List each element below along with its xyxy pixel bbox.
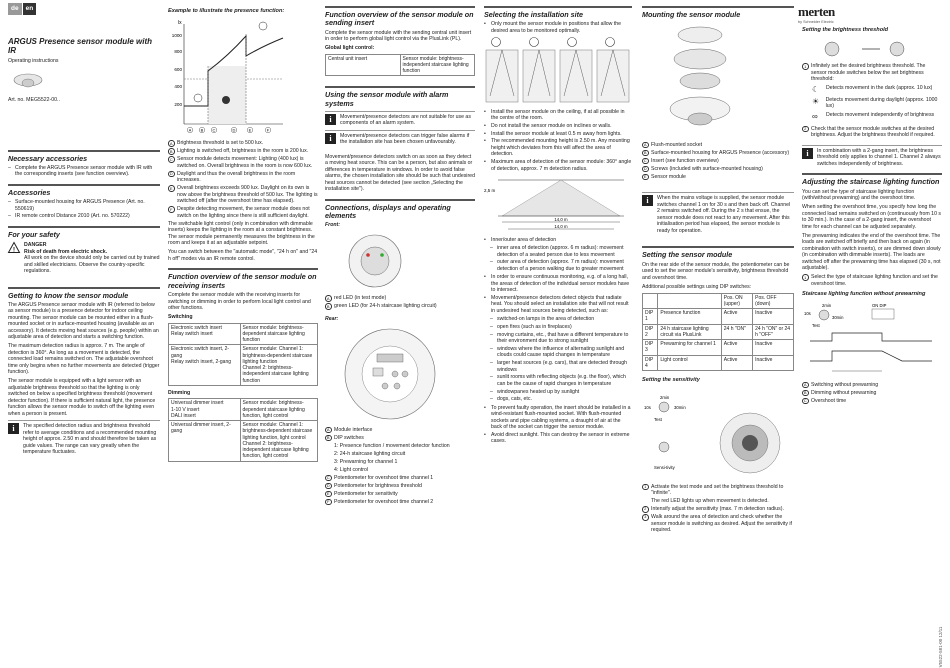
chart-marker: F <box>266 127 270 133</box>
function-overview-sending-heading: Function overview of the sensor module on sending insert <box>325 10 474 28</box>
legend-item: 1 Select the type of staircase lighting function and set the overshoot time. <box>802 274 942 287</box>
column-3 <box>325 0 475 633</box>
document-number: V5522-581-00 12/11 <box>938 627 944 668</box>
column-5 <box>642 0 794 633</box>
list-item: – open fires (such as in fireplaces) <box>490 324 632 331</box>
rear-label: Rear: <box>325 315 339 322</box>
legend-item: The red LED lights up when movement is detected. <box>651 498 769 505</box>
legend-item: B Surface-mounted housing for ARGUS Presence (accessory) <box>643 149 790 156</box>
accessories-heading: Accessories <box>8 187 51 197</box>
callout-marker: C <box>326 475 330 481</box>
info-icon: i <box>325 133 336 144</box>
without-prewarning-heading: Staircase lighting function without prewarning <box>802 291 926 298</box>
list-item: – sunlit rooms with reflecting objects (e.g. the floor), which can be the cause of rapid changes in temperature <box>490 374 632 387</box>
paragraph: Additional possible settings using DIP switches: <box>642 283 752 290</box>
callout-marker: 1 <box>802 274 809 281</box>
legend-item: B Dimming without prewarning <box>803 389 877 396</box>
lang-tab-de[interactable]: de <box>8 3 22 15</box>
safety-heading: For your safety <box>8 229 60 239</box>
callout-marker: A <box>803 381 807 387</box>
sun-icon: ☀ <box>812 96 820 106</box>
chart-marker: D <box>232 127 236 133</box>
mounting-figure <box>642 21 792 139</box>
danger-detail: All work on the device should only be carried out by trained and skilled electricians. Observe the country-specific regulations. <box>24 255 160 275</box>
legend-item: 1 Activate the test mode and set the brightness threshold to "infinite". <box>642 484 794 497</box>
legend-item: A Switching without prewarning <box>803 381 879 388</box>
dip-switch-block <box>872 309 894 319</box>
y-tick: 400 <box>174 83 182 89</box>
info-icon: i <box>325 114 336 125</box>
lang-tab-en[interactable]: en <box>23 3 37 15</box>
info-note: i In combination with a 2-gang insert, the brightness threshold only applies to channel 1. Channel 2 always switches independently of brightness. <box>802 145 942 168</box>
danger-text: Risk of death from electric shock. <box>24 248 108 255</box>
list-item: • The recommended mounting height is 2.50 m. Any mounting height which deviates from this will affect the area of detection. <box>484 138 632 158</box>
list-item: – dogs, cats, etc. <box>490 396 632 403</box>
y-tick: 800 <box>174 48 182 54</box>
lighting-area <box>208 66 246 124</box>
svg-text:2min: 2min <box>822 303 832 309</box>
legend-item: 2 Check that the sensor module switches at the desired brightness. Adjust the brightness threshold if required. <box>802 126 942 139</box>
callout-marker: C <box>803 397 807 403</box>
paragraph: You can set the type of staircase lighting function (with/without prewarning) and the overshoot time. <box>802 188 916 202</box>
setting-heading: Setting the sensor module <box>642 250 733 260</box>
necessary-accessories-heading: Necessary accessories <box>8 153 88 163</box>
front-view-figure <box>335 231 425 293</box>
callout-marker: 3 <box>642 514 649 521</box>
legend-item: F Potentiometer for overshoot time channel 2 <box>325 499 475 506</box>
callout-marker: E <box>326 491 330 497</box>
accessory-item: – IR remote control Distance 2010 (Art. no. 570222) <box>8 213 160 220</box>
callout-marker: D <box>169 171 173 177</box>
callout-marker: B <box>326 435 330 441</box>
legend-item: D Daylight and thus the overall brightness in the room increases. <box>169 170 296 184</box>
danger-block <box>8 242 160 275</box>
doc-subtitle: Operating instructions <box>8 57 59 64</box>
paragraph: The switchable light control (only in combination with dimmable inserts) keeps the lighting in the room at a constant brightness. The sensor module permanently measures the brightness in the room and keeps it at an adjustable setpoint. <box>168 220 315 247</box>
brand-name: merten <box>798 4 835 19</box>
potentiometer-knob <box>394 383 400 389</box>
sensitivity-figure <box>642 385 792 481</box>
svg-text:2min: 2min <box>660 395 670 401</box>
svg-text:10s: 10s <box>644 405 651 411</box>
lamp-off-icon <box>194 94 202 102</box>
list-item: – outer area of detection (approx. 7 m radius): movement detection of a person walking due to greater movement <box>490 259 632 272</box>
chart-marker: E <box>248 127 252 133</box>
callout-marker: A <box>169 140 173 146</box>
width-label: 14,0 m <box>554 217 568 223</box>
table-row: DIP 1 Presence function Active Inactive <box>643 309 794 325</box>
callout-marker: A <box>326 427 330 433</box>
legend-item: C Overshoot time <box>803 397 847 404</box>
installation-examples-figure <box>484 36 632 106</box>
list-item: – inner area of detection (approx. 6 m radius): movement detection of a seated person due to less movement <box>490 245 632 258</box>
necessary-accessories-item: – Complete the ARGUS Presence sensor module with IR with the corresponding inserts (see function overview). <box>8 165 160 178</box>
article-number: Art. no. MEG5522-00.. <box>8 97 60 103</box>
callout-marker: D <box>643 166 647 172</box>
legend-item: 3: Prewarning for channel 1 <box>334 458 398 465</box>
moon-icon: ☾ <box>812 84 820 94</box>
column-6 <box>798 0 944 668</box>
list-item: • To prevent faulty operation, the insert should be installed in a wind-resistant flush-mounted socket. With flush-mounted sockets and pipe cabling systems, a draught of air at the back of the socket can trigger the sensor module. <box>484 405 632 431</box>
list-item: – larger heat sources (e.g. cars), that are detected through windows <box>490 360 632 373</box>
table-row: DIP 2 24 h staircase lighting circuit via PlusLink 24 h "ON" 24 h "ON" or 24 h "OFF" <box>643 324 794 340</box>
presence-function-chart <box>168 16 318 136</box>
legend-item: D Potentiometer for brightness threshold <box>326 482 422 489</box>
installation-site-heading: Selecting the installation site <box>484 10 584 19</box>
table-row: DIP 3 Prewarning for channel 1 Active Inactive <box>643 340 794 356</box>
info-icon: i <box>8 423 19 434</box>
accessory-item: – Surface-mounted housing for ARGUS Presence (Art. no. 550619) <box>8 199 160 212</box>
warning-triangle-icon <box>8 242 20 253</box>
chart-marker: C <box>212 127 216 133</box>
info-note: i When the mains voltage is supplied, the sensor module switches channel 1 on for 30 s and then back off. Channel 2 remains switched off. During the 2 s that ensue, the sensor module does not react to any movement. After this initialisation period has elapsed, the sensor module is ready for operation. <box>642 192 794 234</box>
dip-switches <box>373 368 383 376</box>
paragraph: Complete the sensor module with the receiving inserts for switching or dimming in order to perform local light control and other functions. <box>168 292 311 312</box>
legend-item: A Brightness threshold is set to 500 lux. <box>169 140 264 147</box>
paragraph: The ARGUS Presence sensor module with IR (referred to below as sensor module) is a presence detector for indoor ceiling mounting. The sensor module can be mounted either in a flush-mounted socket or in surface-mounted housing (available as an accessory). It detects moving heat sources (e.g. people) within an adjustable area of detection and starts a switching function. <box>8 301 159 341</box>
brightness-symbols: ☾ Detects movement in the dark (approx. 10 lux) ☀ Detects movement during daylight (approx. 1000 lux) ∞ Detects movement independently of brightness <box>812 84 938 121</box>
chart-marker: A <box>188 127 192 133</box>
svg-text:30min: 30min <box>674 405 686 411</box>
sun-icon <box>259 22 267 30</box>
list-item: – windowpanes heated up by sunlight <box>490 389 632 396</box>
callout-marker: B <box>326 303 330 309</box>
danger-label: DANGER <box>24 242 47 249</box>
callout-marker: B <box>169 148 173 154</box>
chart-ylabel: lx <box>178 19 182 26</box>
legend-item: A Flush-mounted socket <box>643 141 703 148</box>
mounting-heading: Mounting the sensor module <box>642 10 741 19</box>
getting-to-know-heading: Getting to know the sensor module <box>8 290 129 300</box>
info-icon: i <box>642 195 653 206</box>
callout-marker: B <box>643 150 647 156</box>
rear-view-figure <box>335 324 445 424</box>
list-item: • Install the sensor module on the ceiling, if at all possible in the centre of the room. <box>484 109 632 122</box>
staircase-heading: Adjusting the staircase lighting function <box>802 177 940 187</box>
list-item: • Inner/outer area of detection <box>484 237 632 244</box>
paragraph: Complete the sensor module with the sending central unit insert in order to perform global light control via the PlusLink (PL). <box>325 29 472 43</box>
list-item: • Movement/presence detectors detect objects that radiate heat. You should select an installation site that will not result in undesired heat sources being detected, such as: <box>484 295 632 315</box>
legend-item: 4: Light control <box>334 466 369 473</box>
callout-marker: A <box>643 142 647 148</box>
callout-marker: E <box>169 185 173 191</box>
lamp-on-icon <box>222 96 230 104</box>
legend-item: A red LED (in test mode) <box>326 295 387 302</box>
legend-item: A Module interface <box>326 426 373 433</box>
sensitivity-heading: Setting the sensitivity <box>642 377 700 384</box>
legend-item: D Screws (included with surface-mounted housing) <box>643 165 763 172</box>
module-interface <box>377 354 403 362</box>
list-item: • Do not install the sensor module on inclines or walls. <box>484 123 632 130</box>
column-2 <box>168 0 318 633</box>
legend-item: 2: 24-h staircase lighting circuit <box>334 450 406 457</box>
green-led-icon <box>380 253 384 257</box>
callout-marker: F <box>168 206 175 213</box>
callout-marker: D <box>326 483 330 489</box>
list-item: – windows where the influence of alternating sunlight and clouds could cause rapid changes in temperature <box>490 346 632 359</box>
legend-item: 1 Infinitely set the desired brightness threshold. The sensor module switches below the set brightness threshold: <box>802 63 942 83</box>
potentiometer-knob <box>402 371 408 377</box>
dimming-table: Universal dimmer insert 1-10 V insert DALI insert Sensor module: brightness-dependent staircase lighting function, light control Universal dimmer insert, 2-gang Sensor module: Channel 1: brightness-dependent staircase lighting function, light control Channel 2: brightness-independent staircase lighting function, light control <box>168 398 318 461</box>
sensor-module-image <box>8 70 48 92</box>
list-item: • Install the sensor module at least 0.5 m away from lights. <box>484 131 632 138</box>
infinity-icon: ∞ <box>812 111 818 121</box>
list-item: • Avoid direct sunlight. This can destroy the sensor in extreme cases. <box>484 432 632 445</box>
overshoot-knob <box>659 402 669 412</box>
connections-heading: Connections, displays and operating elements <box>325 202 451 221</box>
legend-item: E Potentiometer for sensitivity <box>326 490 398 497</box>
legend-item: C Sensor module detects movement: Lighting (400 lux) is switched on. Overall brightness in the room is now 600 lux. <box>169 156 313 169</box>
brand-logo <box>798 4 938 25</box>
dip-switch-table: Pos. ON (upper) Pos. OFF (down) DIP 1 Presence function Active Inactive DIP 2 24 h staircase lighting circuit via PlusLink 24 h "ON" 24 h "ON" or 24 h "OFF" DIP 3 Prewarning for channel 1 Active Inactive DIP 4 Light control Active Inactive <box>642 293 794 372</box>
paragraph: On the rear side of the sensor module, the potentiometer can be used to set the sensor module's sensitivity, brightness threshold and overshoot time. <box>642 261 790 281</box>
overshoot-knob <box>819 310 829 320</box>
legend-item: B Lighting is switched off, brightness in the room is 200 lux. <box>169 148 309 155</box>
svg-text:Test: Test <box>654 417 662 423</box>
list-item: – switched-on lamps in the area of detection <box>490 316 632 323</box>
height-label: 2,5 m <box>484 188 496 194</box>
column-1 <box>8 0 160 633</box>
sensitivity-knob <box>659 442 669 452</box>
switching-heading: Switching <box>168 314 193 321</box>
table-row: DIP 4 Light control Active Inactive <box>643 355 794 371</box>
paragraph: The sensor module is equipped with a light sensor with an adjustable brightness threshold so that the lighting is only switched on below a specified brightness threshold (movement detector function). If there is sufficient natural light, the presence function allows the sensor module to switch off the lighting even when a person is present. <box>8 378 156 417</box>
legend-item: B DIP switches <box>326 434 364 441</box>
y-tick: 600 <box>174 66 182 72</box>
red-led-icon <box>366 253 370 257</box>
svg-text:!: ! <box>13 247 15 254</box>
legend-item: C Potentiometer for overshoot time channel 1 <box>326 474 434 481</box>
switching-table: Electronic switch insert Relay switch insert Sensor module: brightness-dependent staircase lighting function Electronic switch insert, 2-gang Relay switch insert, 2-gang Sensor module: Channel 1: brightness-dependent staircase lighting function Channel 2: brightness-independent staircase lighting function <box>168 323 318 386</box>
callout-marker: 1 <box>802 63 809 70</box>
dimming-heading: Dimming <box>168 389 191 396</box>
paragraph: When setting the overshoot time, you specify how long the connected load remains switched on (continuously from 10 s to 30 min.). In the case of a 2-gang insert, the overshoot time for each channel can be adjusted separately. <box>802 204 941 230</box>
detection-area-figure <box>484 174 632 234</box>
callout-marker: 2 <box>802 126 809 133</box>
info-note-text: The specified detection radius and brightness threshold refer to average conditions and a recommended mounting height of approx. 2.50 m and should therefore be taken as guide values. The range can vary greatly when the temperature fluctuates. <box>23 423 157 456</box>
legend-item: 3 Walk around the area of detection and check whether the sensor module is switching as desired. Adjust the sensitivity if required. <box>642 514 794 534</box>
brightness-knob-figure <box>802 35 942 61</box>
y-tick: 200 <box>174 101 182 107</box>
svg-text:30min: 30min <box>832 315 844 321</box>
global-light-control-heading: Global light control: <box>325 45 375 52</box>
svg-text:Sensi-tivity: Sensi-tivity <box>654 465 675 471</box>
info-icon: i <box>802 148 813 159</box>
global-control-table: Central unit insert Sensor module: brightness-independent staircase lighting function <box>325 54 475 77</box>
y-tick: 1000 <box>171 32 182 38</box>
paragraph: The maximum detection radius is approx. 7 m. The angle of detection is 360°. As long as a movement is detected, the connected load remains switched on. The adjustable overshoot time only begins when no further movements are detected (trigger function). <box>8 343 160 376</box>
switching-curve <box>810 333 932 341</box>
column-4 <box>484 0 632 633</box>
list-item: • In order to ensure continuous monitoring, e.g. of a long hall, the areas of detection of the individual sensor modules have to intersect. <box>484 274 632 294</box>
callout-marker: C <box>169 156 173 162</box>
paragraph: You can switch between the "automatic mode", "24 h on" and "24 h off" modes via an IR remote control. <box>168 249 318 262</box>
list-item: • Only mount the sensor module in positions that allow the desired area to be monitored optimally. <box>484 21 632 34</box>
example-heading: Example to illustrate the presence function: <box>168 8 285 14</box>
callout-marker: A <box>326 295 330 301</box>
function-overview-receiving-heading: Function overview of the sensor module on receiving inserts <box>168 272 317 290</box>
list-item: • Maximum area of detection of the sensor module: 360° angle of detection, approx. 7 m detection radius. <box>484 159 632 172</box>
legend-item: E Overall brightness exceeds 900 lux. Daylight on its own is now above the brightness threshold of 500 lux. The lighting is switched off (after the overshoot time has elapsed). <box>169 185 318 205</box>
svg-text:10s: 10s <box>804 311 811 317</box>
callout-marker: C <box>643 158 647 164</box>
legend-item: F Despite detecting movement, the sensor module does not switch on the lighting since there is still sufficient daylight. <box>168 206 318 219</box>
callout-marker: F <box>325 499 332 506</box>
paragraph: Movement/presence detectors switch on as soon as they detect a moving heat source. This can be a person, but also animals or differences in temperature in windows. In order to avoid false alarms, the chosen installation site should be such that undesired heat sources cannot be detected (see section „Selecting the installation site"). <box>325 153 475 193</box>
dimming-curve <box>810 351 932 361</box>
potentiometer-knob <box>382 383 388 389</box>
legend-item: B green LED (for 24-h staircase lighting circuit) <box>326 303 437 310</box>
alarm-systems-heading: Using the sensor module with alarm systems <box>325 90 449 108</box>
callout-marker: B <box>803 389 807 395</box>
callout-marker: 2 <box>642 506 649 513</box>
front-label: Front: <box>325 222 340 229</box>
width-label: 14,0 m <box>554 224 568 230</box>
brightness-threshold-heading: Setting the brightness threshold <box>802 26 889 33</box>
chart-marker: B <box>200 127 204 133</box>
callout-marker: 1 <box>642 484 649 491</box>
callout-marker: E <box>643 174 647 180</box>
legend-item: C Insert (see function overview) <box>643 157 719 164</box>
legend-item: 2 Intensify adjust the sensitivity (max. 7 m detection radius). <box>642 506 794 513</box>
legend-item: 1: Presence function / movement detector function <box>334 442 450 449</box>
info-note <box>8 420 160 456</box>
potentiometer-knob <box>392 371 398 377</box>
legend-item: E Sensor module <box>643 173 686 180</box>
paragraph: The prewarning indicates the end of the overshoot time. The loads are switched off briefly and then back on again (in combination with switch inserts), or are dimmed down slowly (in combination with dimmable inserts). The loads are switched off after the prewarning time has elapsed (30 s, not adjustable). <box>802 232 941 272</box>
svg-text:Test: Test <box>812 323 820 329</box>
doc-title: ARGUS Presence sensor module with IR <box>8 37 153 56</box>
svg-text:ON DIP: ON DIP <box>872 303 887 309</box>
staircase-figure <box>802 299 942 379</box>
info-note: i Movement/presence detectors can trigger false alarms if the installation site has been chosen unfavourably. <box>325 130 475 146</box>
info-note: i Movement/presence detectors are not suitable for use as components of an alarm system. <box>325 111 475 127</box>
brand-sub: by Schneider Electric <box>798 20 834 25</box>
list-item: – moving curtains, etc., that have a different temperature to their environment due to strong sunlight <box>490 332 632 345</box>
language-tabs <box>8 3 160 15</box>
